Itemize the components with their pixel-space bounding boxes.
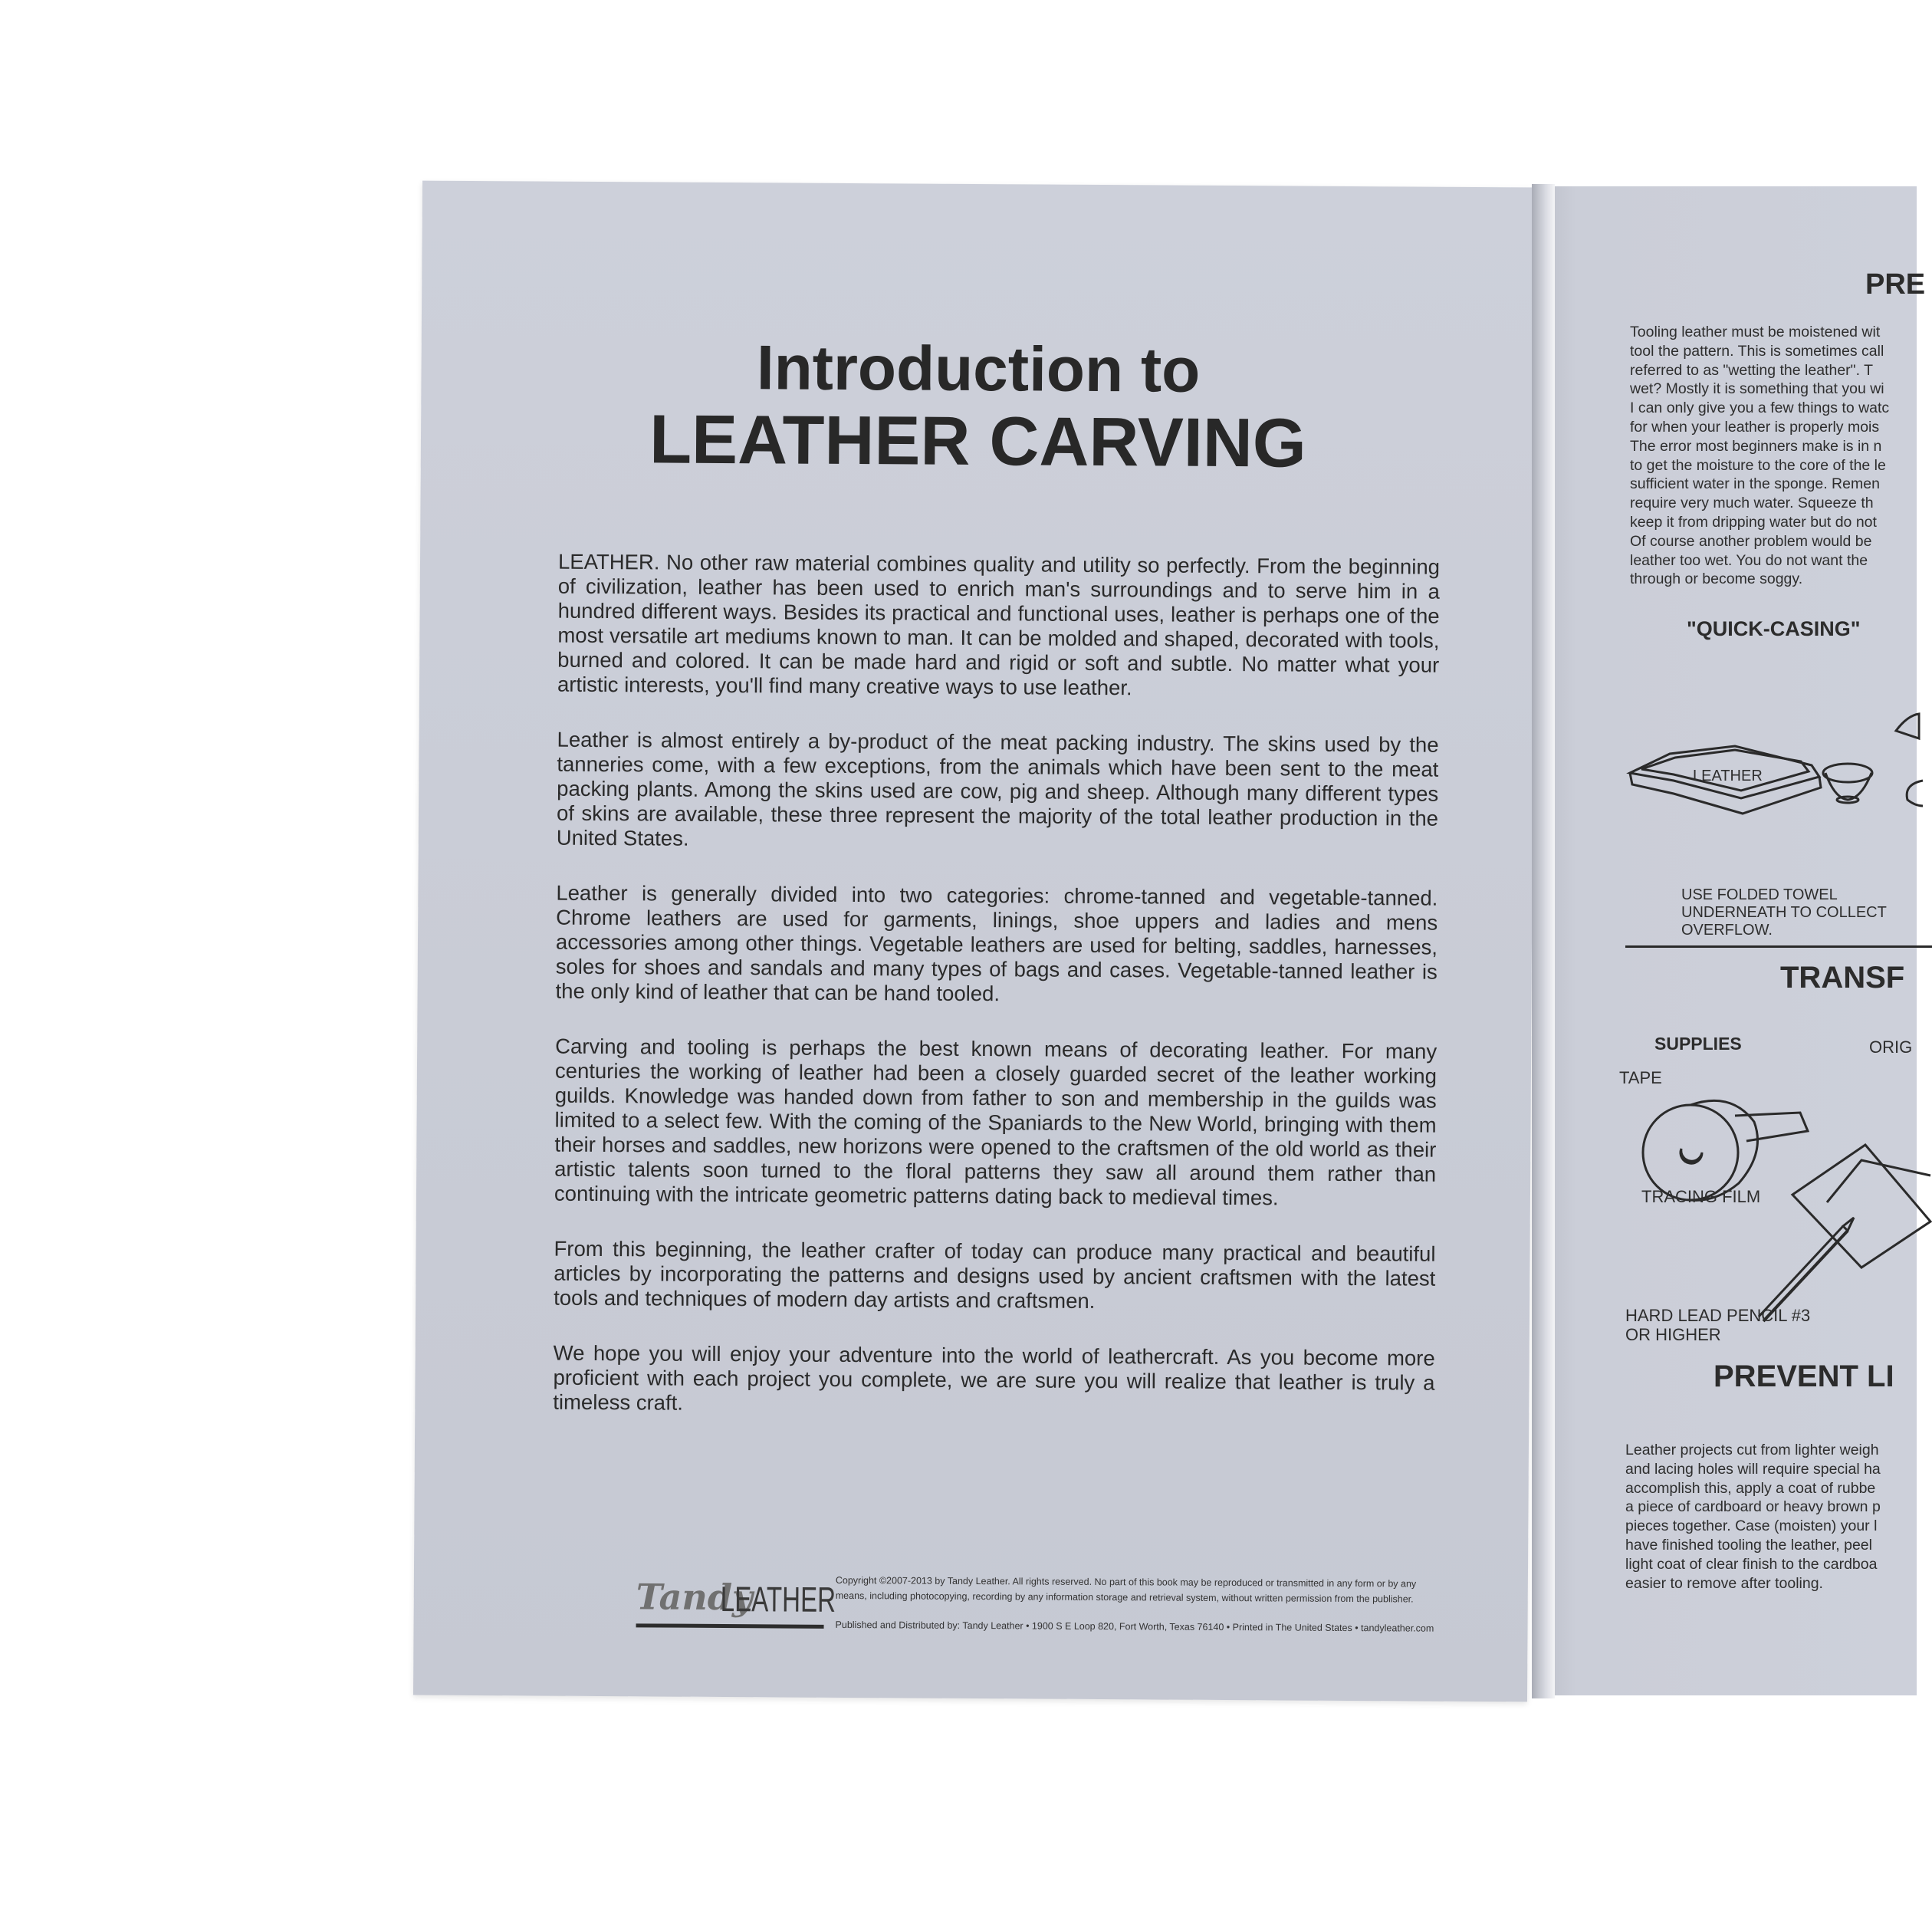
text-line: Tooling leather must be moistened wit xyxy=(1630,324,1881,340)
page-title-line1: Introduction to xyxy=(756,333,1201,406)
casing-text xyxy=(1630,323,1889,589)
text-line: require very much water. Squeeze th xyxy=(1630,495,1874,512)
publisher-line: Published and Distributed by: Tandy Leather • 1900 S E Loop 820, Fort Worth, Texas 76140 • Printed in The United States • tandyleather.com xyxy=(835,1619,1434,1634)
paragraph: Leather is almost entirely a by-product of the meat packing industry. The skins used by the tanneries come, with a few exceptions, from the animals which have been sent to the meat packing plants. Among the skins used are cow, pig and sheep. Although many different types of skins are available, these three represent the majority of the total leather production in the United States. xyxy=(556,727,1439,850)
section-divider xyxy=(1625,945,1932,948)
supplies-label: SUPPLIES xyxy=(1654,1034,1742,1054)
tape-label: TAPE xyxy=(1619,1068,1662,1087)
text-line: through or become soggy. xyxy=(1630,570,1803,588)
pencil-caption xyxy=(1625,1306,1810,1344)
logo-word-leather: LEATHER xyxy=(720,1578,836,1619)
text-line: to get the moisture to the core of the le xyxy=(1630,456,1886,474)
right-page xyxy=(1555,186,1926,1695)
text-line: sufficient water in the sponge. Remen xyxy=(1630,475,1880,493)
text-line: referred to as "wetting the leather". T xyxy=(1630,361,1873,379)
text-line: wet? Mostly it is something that you wi xyxy=(1630,380,1884,398)
text-line: pieces together. Case (moisten) your l xyxy=(1625,1517,1878,1535)
text-line: Of course another problem would be xyxy=(1630,532,1872,550)
paragraph: LEATHER. No other raw material combines quality and utility so perfectly. From the beginning of civilization, leather has been used to enrich man's surroundings and to serve him in a hundred different ways. Besides its practical and functional uses, leather is perhaps one of the most versatile art mediums known to man. It can be molded and shaped, decorated with tools, burned and colored. It can be made hard and rigid or soft and subtle. No matter what your artistic interests, you'll find many creative ways to use leather. xyxy=(557,549,1441,700)
left-page xyxy=(413,181,1536,1702)
caption-line: OVERFLOW. xyxy=(1681,922,1773,939)
prevent-heading: PREVENT LI xyxy=(1714,1360,1894,1393)
text-line: tool the pattern. This is sometimes call xyxy=(1630,342,1884,360)
text-line: a piece of cardboard or heavy brown p xyxy=(1625,1498,1881,1516)
logo-underline xyxy=(636,1623,824,1628)
prevent-text xyxy=(1625,1441,1881,1593)
copyright-notice: Copyright ©2007-2013 by Tandy Leather. All rights reserved. No part of this book may be reproduced or transmitted in any form or by any means, including photocopying, recording by any information storage and retrieval system, without written permission from the publisher. xyxy=(835,1574,1417,1605)
tracing-film-label: TRACING FILM xyxy=(1641,1187,1761,1206)
tandy-leather-logo xyxy=(636,1570,836,1628)
text-line: I can only give you a few things to watc xyxy=(1630,400,1890,417)
leather-label: LEATHER xyxy=(1693,768,1763,784)
paragraph: Carving and tooling is perhaps the best known means of decorating leather. For many centuries the working of leather had been a closely guarded secret of the leather working guilds. Knowledge was handed down from father to son and membership in the guilds was limited to a select few. With the coming of the Spaniards to the New World, bringing with them their horses and saddles, new horizons were opened to the craftsmen of the old world as their artistic talents soon turned to the floral patterns they saw all around them rather than continuing with the intricate geometric patterns dating back to medieval times. xyxy=(554,1034,1438,1210)
quick-casing-heading: "QUICK-CASING" xyxy=(1687,617,1861,640)
original-label: ORIG xyxy=(1869,1037,1913,1057)
text-line: have finished tooling the leather, peel xyxy=(1625,1536,1872,1554)
text-line: easier to remove after tooling. xyxy=(1625,1574,1823,1592)
text-line: light coat of clear finish to the cardboa xyxy=(1625,1555,1878,1573)
caption-line: HARD LEAD PENCIL #3 xyxy=(1625,1306,1811,1325)
text-line: The error most beginners make is in n xyxy=(1630,437,1882,455)
text-line: and lacing holes will require special ha xyxy=(1625,1460,1881,1478)
towel-caption xyxy=(1681,886,1887,939)
text-line: leather too wet. You do not want the xyxy=(1630,551,1868,569)
text-line: for when your leather is properly mois xyxy=(1630,418,1880,436)
book-gutter xyxy=(1532,184,1555,1698)
logo-word-tandy: Tandy xyxy=(636,1576,753,1619)
quick-casing-illustration xyxy=(1628,685,1919,884)
caption-line: UNDERNEATH TO COLLECT xyxy=(1681,904,1887,921)
text-line: Leather projects cut from lighter weigh xyxy=(1625,1442,1879,1458)
intro-body xyxy=(553,550,1440,1451)
caption-line: USE FOLDED TOWEL xyxy=(1681,886,1838,903)
caption-line: OR HIGHER xyxy=(1625,1325,1721,1344)
paragraph: From this beginning, the leather crafter of today can produce many practical and beautiful articles by incorporating the patterns and designs used by ancient craftsmen with the latest tools and techniques of modern day artists and craftsmen. xyxy=(554,1236,1436,1313)
section-heading-prep: PRE xyxy=(1865,268,1926,301)
page-title-line2: LEATHER CARVING xyxy=(649,401,1307,482)
paragraph: We hope you will enjoy your adventure into the world of leathercraft. As you become more proficient with each project you complete, we are sure you will realize that leather is truly a timeless craft. xyxy=(553,1340,1435,1415)
text-line: keep it from dripping water but do not xyxy=(1630,513,1877,531)
paragraph: Leather is generally divided into two categories: chrome-tanned and vegetable-tanned. Chrome leathers are used for garments, linings, shoe uppers and ladies and mens accessories among other things. Vegetable leathers are used for belting, saddles, harnesses, soles for shoes and sandals and many types of bags and cases. Vegetable-tanned leather is the only kind of leather that can be hand tooled. xyxy=(555,880,1438,1006)
text-line: accomplish this, apply a coat of rubbe xyxy=(1625,1479,1876,1497)
transfer-heading: TRANSF xyxy=(1780,961,1905,995)
